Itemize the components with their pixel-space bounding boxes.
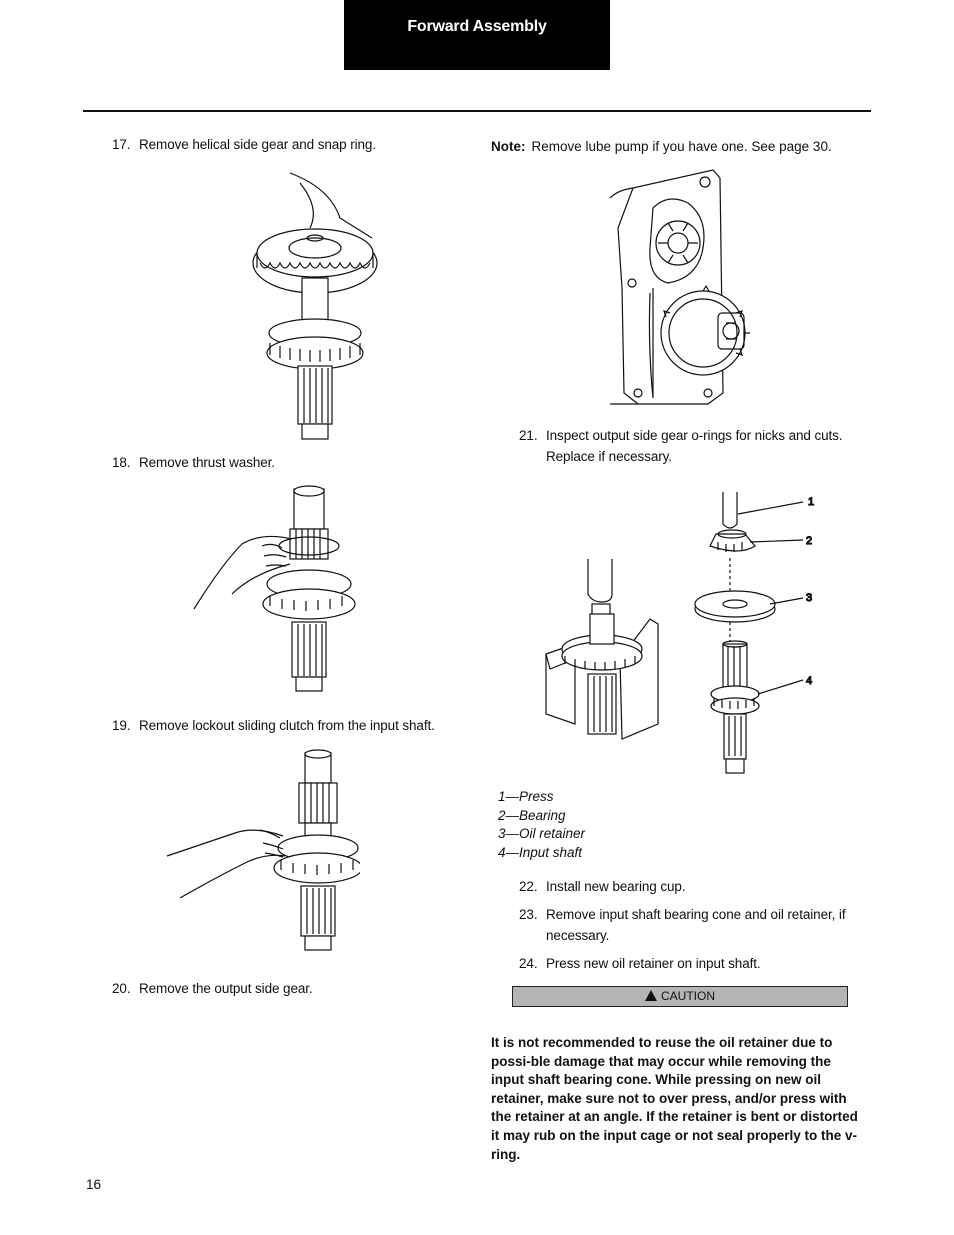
step-text: Remove helical side gear and snap ring. xyxy=(139,137,376,152)
figure-helical-gear xyxy=(240,168,380,443)
step-18 xyxy=(112,452,275,473)
caution-label: CAUTION xyxy=(661,989,715,1003)
step-number: 23. xyxy=(519,907,538,922)
figure-lube-pump-housing xyxy=(608,168,776,408)
figure-thrust-washer xyxy=(192,484,357,696)
step-number: 24. xyxy=(519,956,538,971)
step-text: Remove lockout sliding clutch from the input shaft. xyxy=(139,718,435,733)
section-title: Forward Assembly xyxy=(407,18,547,35)
step-text: Press new oil retainer on input shaft. xyxy=(546,956,761,971)
step-text-line2: Replace if necessary. xyxy=(546,449,672,464)
step-number: 22. xyxy=(519,879,538,894)
legend-item: 4—Input shaft xyxy=(498,844,583,860)
step-19 xyxy=(112,715,435,736)
step-20 xyxy=(112,978,313,999)
note-label: Note: xyxy=(491,139,526,154)
legend-item: 1—Press xyxy=(498,789,554,804)
section-header-tab xyxy=(344,0,610,70)
step-21 xyxy=(519,425,842,467)
step-number: 19. xyxy=(112,718,131,733)
callout-4: 4 xyxy=(806,675,813,687)
legend-item: 2—Bearing xyxy=(498,807,566,823)
caution-warning-text: It is not recommended to reuse the oil retainer due to possi-ble damage that may occur while removing the input shaft bearing cone. While pressing on new oil retainer, make sure not to over press, and/or press with the retainer at an angle. If the retainer is bent or distorted it may rub on the input cage or not seal properly to the v-ring. xyxy=(491,1035,858,1162)
step-text-line1: Inspect output side gear o-rings for nicks and cuts. xyxy=(546,428,843,443)
step-23 xyxy=(519,904,846,946)
warning-triangle-icon xyxy=(645,990,657,1001)
step-number: 20. xyxy=(112,981,131,996)
figure-press-input-shaft xyxy=(540,484,830,780)
caution-banner xyxy=(512,986,848,1007)
step-number: 17. xyxy=(112,137,131,152)
note xyxy=(491,137,832,157)
figure-legend xyxy=(498,788,585,862)
header-divider xyxy=(83,110,871,112)
step-24 xyxy=(519,953,761,974)
step-text: Install new bearing cup. xyxy=(546,879,686,894)
step-text: Remove thrust washer. xyxy=(139,455,275,470)
step-22 xyxy=(519,876,685,897)
legend-item: 3—Oil retainer xyxy=(498,826,586,842)
step-text-line2: necessary. xyxy=(546,928,610,943)
step-number: 18. xyxy=(112,455,131,470)
step-text: Remove the output side gear. xyxy=(139,981,313,996)
callout-2: 2 xyxy=(806,535,813,547)
page-number: 16 xyxy=(86,1177,102,1192)
step-text-line1: Remove input shaft bearing cone and oil retainer, if xyxy=(546,907,846,922)
step-number: 21. xyxy=(519,428,538,443)
figure-sliding-clutch xyxy=(165,748,360,956)
callout-1: 1 xyxy=(808,496,815,508)
note-text: Remove lube pump if you have one. See page 30. xyxy=(531,139,832,154)
callout-3: 3 xyxy=(806,592,813,604)
step-17 xyxy=(112,134,376,155)
